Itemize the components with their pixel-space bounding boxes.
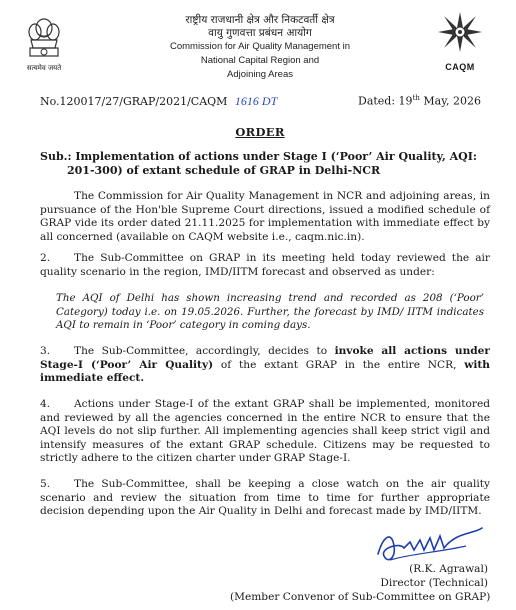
paragraph-4 bbox=[40, 398, 490, 466]
paragraph-1-text: The Commission for Air Quality Management in NCR and adjoining areas, in pursuance of the Hon'ble Supreme Court directions, issued a modified schedule of GRAP vide its order dated 21.11.2025 for implementation with immediate effect by all concerned (available on CAQM website i.e., caqm.nic.in). bbox=[40, 190, 490, 243]
caqm-logo-icon bbox=[432, 10, 488, 62]
english-title-line3: Adjoining Areas bbox=[226, 69, 294, 80]
reference-number: No.120017/27/GRAP/2021/CAQM bbox=[40, 95, 228, 108]
letterhead bbox=[120, 14, 400, 82]
observation-quote: The AQI of Delhi has shown increasing trend and recorded as 208 (‘Poor’ Category) today i.e. on 19.05.2026. Further, the forecast by IMD/ IITM indicates AQI to remain in ‘Poor’ category in coming days. bbox=[56, 292, 484, 332]
paragraph-1 bbox=[40, 190, 490, 244]
order-date bbox=[358, 94, 488, 108]
date-suffix: th bbox=[412, 94, 420, 102]
paragraph-5-text: The Sub-Committee, shall be keeping a close watch on the air quality scenario and review the situation from time to time for further appropriate decision depending upon the Air Quality in Delhi and forecast made by IMD/IITM. bbox=[40, 478, 490, 518]
hindi-title-line1: राष्ट्रीय राजधानी क्षेत्र और निकटवर्ती क्षेत्र bbox=[185, 14, 335, 26]
paragraph-5 bbox=[40, 478, 490, 519]
signatory-designation: Director (Technical) bbox=[380, 577, 488, 589]
paragraph-2 bbox=[40, 252, 490, 279]
hindi-title-line2: वायु गुणवत्ता प्रबंधन आयोग bbox=[208, 27, 312, 39]
paragraph-3 bbox=[40, 345, 490, 386]
subject-text-line1: Implementation of actions under Stage I (‘Poor’ Air Quality, AQI: bbox=[75, 150, 477, 163]
paragraph-3-text-c: of the extant GRAP in the entire NCR, bbox=[213, 358, 465, 371]
emblem-caption: सत्यमेव जयते bbox=[26, 64, 62, 72]
subject-label: Sub.: bbox=[40, 150, 72, 163]
english-title-line2: National Capital Region and bbox=[200, 55, 320, 66]
signatory-name: (R.K. Agrawal) bbox=[409, 563, 488, 575]
paragraph-3-bold-d: with immediate effect. bbox=[40, 358, 491, 385]
paragraph-2-number: 2. bbox=[40, 252, 51, 264]
subject bbox=[40, 150, 490, 178]
paragraph-3-text-a: The Sub-Committee, accordingly, decides to bbox=[74, 345, 335, 357]
paragraph-4-text: Actions under Stage-I of the extant GRAP shall be implemented, monitored and reviewed by all the agencies concerned in the entire NCR to ensure that the AQI levels do not slip further. All implementing agencies shall keep strict vigil and intensify measures of the extant GRAP schedule. Citizens may be requested to strictly adhere to the citizen charter under GRAP Stage-I. bbox=[40, 398, 490, 465]
subject-line2: 201-300) of extant schedule of GRAP in Delhi-NCR bbox=[67, 164, 381, 177]
english-title-line1: Commission for Air Quality Management in bbox=[169, 41, 351, 52]
date-rest: May, 2026 bbox=[419, 94, 481, 108]
paragraph-3-bold-a: invoke all actions under Stage-I (‘Poor’ Air Quality) bbox=[40, 345, 490, 371]
subject-line1 bbox=[40, 150, 490, 164]
handwritten-dispatch-number: 1616 DT bbox=[234, 94, 278, 108]
signature-block bbox=[230, 562, 491, 604]
date-prefix: Dated: 19 bbox=[358, 94, 413, 108]
paragraph-4-number: 4. bbox=[40, 398, 51, 410]
caqm-logo-text: CAQM bbox=[445, 62, 475, 72]
reference-number-line bbox=[40, 94, 300, 109]
signatory-role: (Member Convenor of Sub-Committee on GRAP) bbox=[230, 591, 491, 603]
paragraph-3-number: 3. bbox=[40, 345, 51, 357]
paragraph-5-number: 5. bbox=[40, 478, 51, 490]
paragraph-2-text: The Sub-Committee on GRAP in its meeting held today reviewed the air quality scenario in the region, IMD/IITM forecast and observed as under: bbox=[40, 252, 490, 278]
order-title: ORDER bbox=[235, 125, 285, 139]
